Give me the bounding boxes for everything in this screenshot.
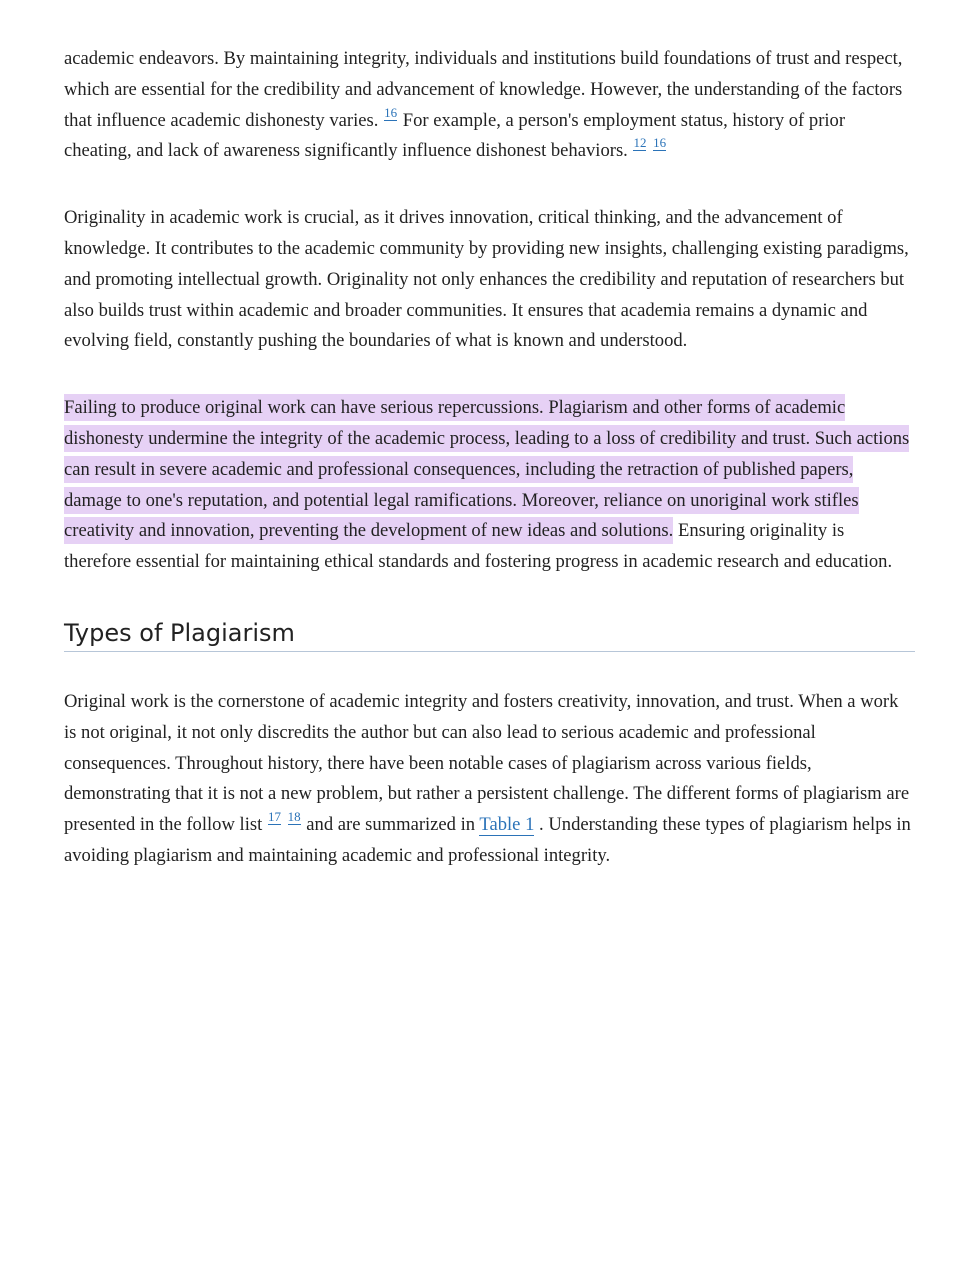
- paragraph-text: and are summarized in: [306, 814, 476, 836]
- paragraph-repercussions: [64, 393, 915, 578]
- citation-17[interactable]: 17: [267, 809, 281, 825]
- paragraph-text: academic endeavors. By maintaining integrity, individuals and institutions build foundations of trust and respect, which are essential for the credibility and advancement of knowledge. However, the understanding of the factors that influence academic dishonesty varies.: [64, 48, 903, 131]
- paragraph-text: For example, a person's employment status, history of prior cheating, and lack of awareness significantly influence dishonest behaviors.: [64, 109, 846, 162]
- paragraph-types-intro: [64, 687, 915, 872]
- article-body: [64, 44, 915, 872]
- citation-12[interactable]: 12: [633, 135, 647, 151]
- paragraph-originality: [64, 203, 915, 357]
- citation-16-second[interactable]: 16: [653, 135, 667, 151]
- table-1-link[interactable]: Table 1: [479, 814, 535, 836]
- paragraph-text: Original work is the cornerstone of academic integrity and fosters creativity, innovation, and trust. When a work is not original, it not only discredits the author but can also lead to serious academic and professional consequences. Throughout history, there have been notable cases of plagiarism across various fields, demonstrating that it is not a new problem, but rather a persistent challenge. The different forms of plagiarism are presented in the follow list: [64, 690, 910, 836]
- paragraph-text: . Understanding these types of plagiarism helps in avoiding plagiarism and maintaining academic and professional integrity.: [64, 814, 911, 866]
- paragraph-text: Ensuring originality is therefore essential for maintaining ethical standards and fostering progress in academic research and education.: [64, 520, 893, 573]
- citation-18[interactable]: 18: [287, 809, 301, 825]
- paragraph-text: Originality in academic work is crucial, as it drives innovation, critical thinking, and the advancement of knowledge. It contributes to the academic community by providing new insights, challenging existing paradigms, and promoting intellectual growth. Originality not only enhances the credibility and reputation of researchers but also builds trust within academic and broader communities. It ensures that academia remains a dynamic and evolving field, constantly pushing the boundaries of what is known and understood.: [64, 207, 909, 352]
- paragraph-academic-dishonesty: [64, 44, 915, 167]
- highlighted-passage[interactable]: Failing to produce original work can have serious repercussions. Plagiarism and other forms of academic dishonesty undermine the integrity of the academic process, leading to a loss of credibility and trust. Such actions can result in severe academic and professional consequences, including the retraction of published papers, damage to one's reputation, and potential legal ramifications. Moreover, reliance on unoriginal work stifles creativity and innovation, preventing the development of new ideas and solutions.: [64, 394, 909, 544]
- section-heading-types-of-plagiarism: Types of Plagiarism: [64, 616, 915, 652]
- citation-16[interactable]: 16: [384, 104, 398, 120]
